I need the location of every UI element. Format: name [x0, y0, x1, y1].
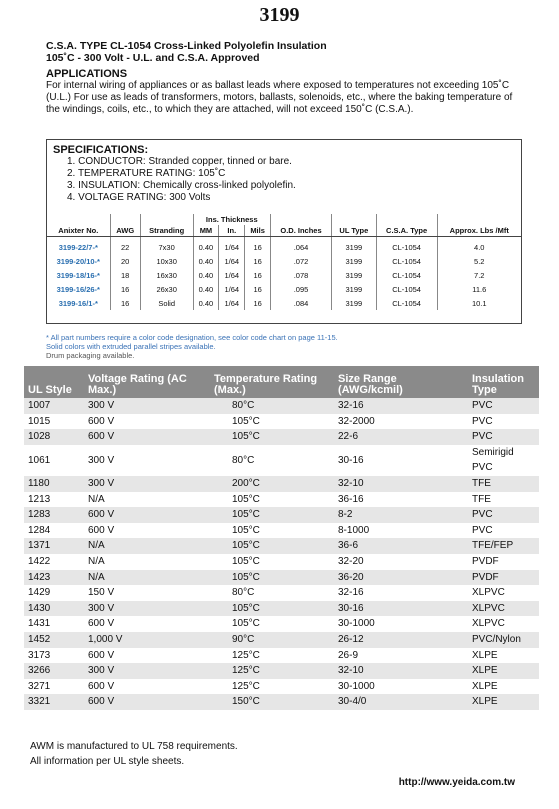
ul-table-row: [24, 554, 539, 570]
spec-cell: Solid: [140, 296, 193, 310]
anixter-part-number: 3199-16/1-*: [58, 298, 98, 308]
spec-cell: 16: [245, 237, 271, 255]
spec-col-header: AWG: [110, 225, 140, 237]
notes: [46, 333, 338, 360]
spec-cell: 7.2: [437, 268, 521, 282]
spec-col-header: Stranding: [140, 225, 193, 237]
ul-cell: 150°C: [210, 694, 334, 710]
ul-cell: XLPE: [468, 648, 539, 664]
ul-cell: PVDF: [468, 554, 539, 570]
ul-cell: 125°C: [210, 648, 334, 664]
spec-cell: 16: [245, 254, 271, 268]
specifications-box: [46, 139, 522, 324]
ul-cell: 32-2000: [334, 414, 468, 430]
ul-cell: 80°C: [210, 445, 334, 476]
spec-table: [47, 214, 521, 310]
ul-cell: 125°C: [210, 679, 334, 695]
ul-cell: 600 V: [84, 679, 210, 695]
ul-cell: N/A: [84, 554, 210, 570]
ul-cell: 22-6: [334, 429, 468, 445]
spec-cell: 1/64: [219, 282, 245, 296]
footer-awm-note: AWM is manufactured to UL 758 requirements.: [30, 741, 238, 752]
spec-cell: 1/64: [219, 296, 245, 310]
ul-cell: 300 V: [84, 476, 210, 492]
ul-cell: PVC: [468, 398, 539, 414]
ul-col-header: UL Style: [24, 366, 84, 398]
spec-cell: 26x30: [140, 282, 193, 296]
spec-cell: 10x30: [140, 254, 193, 268]
ul-cell: 1452: [24, 632, 84, 648]
ul-table-row: [24, 570, 539, 586]
ul-cell: 600 V: [84, 616, 210, 632]
spec-cell: 1/64: [219, 268, 245, 282]
spec-cell: 1/64: [219, 237, 245, 255]
spec-cell: 16: [245, 268, 271, 282]
ul-cell: 200°C: [210, 476, 334, 492]
ul-cell: 3173: [24, 648, 84, 664]
ul-cell: 80°C: [210, 398, 334, 414]
ul-table-row: [24, 585, 539, 601]
ul-cell: 1431: [24, 616, 84, 632]
spec-col-header: UL Type: [332, 225, 377, 237]
ul-cell: 1429: [24, 585, 84, 601]
ul-cell: 300 V: [84, 601, 210, 617]
ul-table-row: [24, 414, 539, 430]
spec-table-row: [47, 268, 521, 282]
ul-cell: 36-16: [334, 492, 468, 508]
ul-cell: 105°C: [210, 554, 334, 570]
spec-col-header: C.S.A. Type: [376, 225, 437, 237]
ul-cell: N/A: [84, 492, 210, 508]
specifications-title: SPECIFICATIONS:: [53, 144, 149, 156]
applications-title: APPLICATIONS: [46, 68, 128, 80]
spec-cell: 10.1: [437, 296, 521, 310]
spec-item: 1. CONDUCTOR: Stranded copper, tinned or bare.: [67, 156, 292, 167]
ul-cell: 30-16: [334, 445, 468, 476]
ul-cell: N/A: [84, 570, 210, 586]
note-drum-packaging: Drum packaging available.: [46, 351, 135, 360]
ul-table-row: [24, 648, 539, 664]
ul-cell: 3266: [24, 663, 84, 679]
ul-cell: 105°C: [210, 538, 334, 554]
footer-ul-note: All information per UL style sheets.: [30, 756, 185, 767]
spec-cell: .084: [271, 296, 332, 310]
spec-col-header: In.: [219, 225, 245, 237]
ul-cell: Semirigid PVC: [468, 445, 539, 476]
ul-cell: 1213: [24, 492, 84, 508]
applications-text: For internal wiring of appliances or as ballast leads where exposed to temperatures not exceeding 105˚C (U.L.) For use as leads of transformers, motors, ballasts, solenoids, etc., where the baking temperature of the windings, coils, etc., to which they are attached, will not exceed 150˚C (C.S.A.).: [46, 80, 513, 115]
spec-cell: .064: [271, 237, 332, 255]
spec-cell: 4.0: [437, 237, 521, 255]
spec-table-row: [47, 296, 521, 310]
ul-table-row: [24, 445, 539, 476]
spec-cell: 0.40: [193, 254, 219, 268]
spec-cell: CL-1054: [376, 237, 437, 255]
ul-cell: 1422: [24, 554, 84, 570]
ul-cell: 105°C: [210, 601, 334, 617]
ul-cell: 32-10: [334, 476, 468, 492]
spec-cell: 16: [110, 282, 140, 296]
ins-thickness-header: Ins. Thickness: [193, 214, 271, 225]
ul-cell: 600 V: [84, 523, 210, 539]
spec-item: 3. INSULATION: Chemically cross-linked polyolefin.: [67, 180, 296, 191]
spec-cell: CL-1054: [376, 268, 437, 282]
spec-col-header: Anixter No.: [47, 225, 110, 237]
ul-table-row: [24, 663, 539, 679]
ul-table-row: [24, 492, 539, 508]
ul-cell: 32-16: [334, 398, 468, 414]
spec-cell: 16: [245, 282, 271, 296]
ul-col-header: Insulation Type: [468, 366, 539, 398]
ul-cell: 105°C: [210, 570, 334, 586]
ul-style-table: [24, 366, 539, 710]
ul-cell: 90°C: [210, 632, 334, 648]
spec-cell: .078: [271, 268, 332, 282]
ul-cell: PVC: [468, 523, 539, 539]
ul-table-row: [24, 694, 539, 710]
ul-cell: 1371: [24, 538, 84, 554]
ul-cell: PVDF: [468, 570, 539, 586]
ul-cell: 150 V: [84, 585, 210, 601]
spec-cell: 22: [110, 237, 140, 255]
spec-cell: 3199: [332, 282, 377, 296]
ul-cell: 80°C: [210, 585, 334, 601]
spec-cell: 1/64: [219, 254, 245, 268]
spec-cell: .072: [271, 254, 332, 268]
ul-cell: 125°C: [210, 663, 334, 679]
ul-cell: 600 V: [84, 429, 210, 445]
ul-cell: 105°C: [210, 507, 334, 523]
spec-cell: 7x30: [140, 237, 193, 255]
spec-cell: 3199: [332, 237, 377, 255]
ul-cell: XLPE: [468, 679, 539, 695]
ul-table-row: [24, 538, 539, 554]
ul-cell: 1,000 V: [84, 632, 210, 648]
ul-cell: 1028: [24, 429, 84, 445]
note-part-numbers: * All part numbers require a color code designation, see color code chart on page 11-15.: [46, 333, 338, 342]
ul-cell: XLPVC: [468, 601, 539, 617]
ul-table-row: [24, 398, 539, 414]
ul-table-row: [24, 632, 539, 648]
ul-cell: PVC: [468, 507, 539, 523]
spec-cell: 16: [245, 296, 271, 310]
ul-cell: 3321: [24, 694, 84, 710]
ul-cell: 1283: [24, 507, 84, 523]
page-title: 3199: [259, 4, 300, 26]
anixter-part-number: 3199-16/26-*: [56, 284, 100, 294]
spec-item: 4. VOLTAGE RATING: 300 Volts: [67, 192, 211, 203]
spec-cell: 3199: [332, 296, 377, 310]
ul-cell: 1180: [24, 476, 84, 492]
ul-cell: 300 V: [84, 398, 210, 414]
ul-table-row: [24, 429, 539, 445]
ul-cell: TFE: [468, 476, 539, 492]
spec-col-header: Approx. Lbs /Mft: [437, 225, 521, 237]
product-heading-line1: C.S.A. TYPE CL-1054 Cross-Linked Polyolefin Insulation: [46, 40, 327, 52]
spec-cell: 3199: [332, 268, 377, 282]
ul-cell: 30-16: [334, 601, 468, 617]
ul-cell: 105°C: [210, 429, 334, 445]
ul-table-row: [24, 679, 539, 695]
ul-cell: 300 V: [84, 663, 210, 679]
ul-cell: TFE: [468, 492, 539, 508]
product-heading-line2: 105˚C - 300 Volt - U.L. and C.S.A. Approved: [46, 52, 260, 64]
specifications-list: [67, 156, 296, 204]
spec-col-header: MM: [193, 225, 219, 237]
spec-cell: 11.6: [437, 282, 521, 296]
ul-cell: 3271: [24, 679, 84, 695]
spec-cell: 0.40: [193, 296, 219, 310]
ul-col-header: Temperature Rating (Max.): [210, 366, 334, 398]
ul-cell: 600 V: [84, 414, 210, 430]
spec-cell: 16: [110, 296, 140, 310]
ul-cell: 36-6: [334, 538, 468, 554]
ul-cell: XLPE: [468, 694, 539, 710]
ul-cell: 600 V: [84, 507, 210, 523]
ul-cell: 105°C: [210, 616, 334, 632]
ul-table-row: [24, 616, 539, 632]
spec-cell: CL-1054: [376, 254, 437, 268]
spec-cell: 20: [110, 254, 140, 268]
website-url[interactable]: http://www.yeida.com.tw: [398, 777, 515, 788]
anixter-part-number: 3199-20/10-*: [56, 256, 100, 266]
ul-cell: 30-1000: [334, 679, 468, 695]
anixter-part-number: 3199-22/7-*: [58, 242, 98, 252]
spec-cell: 16x30: [140, 268, 193, 282]
ul-cell: XLPE: [468, 663, 539, 679]
ul-cell: 32-16: [334, 585, 468, 601]
spec-cell: 0.40: [193, 237, 219, 255]
spec-table-row: [47, 254, 521, 268]
ul-cell: 30-4/0: [334, 694, 468, 710]
ul-cell: PVC: [468, 429, 539, 445]
ul-cell: 300 V: [84, 445, 210, 476]
ul-cell: PVC/Nylon: [468, 632, 539, 648]
ul-cell: XLPVC: [468, 585, 539, 601]
ul-cell: 1007: [24, 398, 84, 414]
ul-cell: 1284: [24, 523, 84, 539]
ul-cell: 30-1000: [334, 616, 468, 632]
ul-cell: 32-20: [334, 554, 468, 570]
ul-cell: 1423: [24, 570, 84, 586]
spec-cell: .095: [271, 282, 332, 296]
ul-table-row: [24, 523, 539, 539]
note-solid-colors: Solid colors with extruded parallel stripes available.: [46, 342, 216, 351]
spec-table-row: [47, 237, 521, 255]
spec-cell: 18: [110, 268, 140, 282]
spec-cell: 5.2: [437, 254, 521, 268]
spec-item: 2. TEMPERATURE RATING: 105˚C: [67, 168, 226, 179]
spec-cell: 3199: [332, 254, 377, 268]
ul-table-row: [24, 507, 539, 523]
spec-cell: 0.40: [193, 282, 219, 296]
anixter-part-number: 3199-18/16-*: [56, 270, 100, 280]
ul-cell: TFE/FEP: [468, 538, 539, 554]
spec-cell: 0.40: [193, 268, 219, 282]
ul-cell: XLPVC: [468, 616, 539, 632]
spec-col-header: Mils: [245, 225, 271, 237]
ul-cell: 26-12: [334, 632, 468, 648]
ul-cell: 8-1000: [334, 523, 468, 539]
ul-col-header: Voltage Rating (AC Max.): [84, 366, 210, 398]
ul-table-row: [24, 476, 539, 492]
ul-cell: 26-9: [334, 648, 468, 664]
spec-table-row: [47, 282, 521, 296]
spec-cell: CL-1054: [376, 282, 437, 296]
ul-cell: N/A: [84, 538, 210, 554]
ul-cell: PVC: [468, 414, 539, 430]
ul-col-header: Size Range (AWG/kcmil): [334, 366, 468, 398]
ul-cell: 1430: [24, 601, 84, 617]
spec-cell: CL-1054: [376, 296, 437, 310]
ul-cell: 600 V: [84, 694, 210, 710]
ul-cell: 105°C: [210, 492, 334, 508]
ul-cell: 105°C: [210, 414, 334, 430]
ul-cell: 1061: [24, 445, 84, 476]
ul-table-row: [24, 601, 539, 617]
ul-cell: 8-2: [334, 507, 468, 523]
ul-cell: 36-20: [334, 570, 468, 586]
spec-col-header: O.D. Inches: [271, 225, 332, 237]
ul-cell: 600 V: [84, 648, 210, 664]
ul-cell: 105°C: [210, 523, 334, 539]
ul-cell: 1015: [24, 414, 84, 430]
ul-cell: 32-10: [334, 663, 468, 679]
